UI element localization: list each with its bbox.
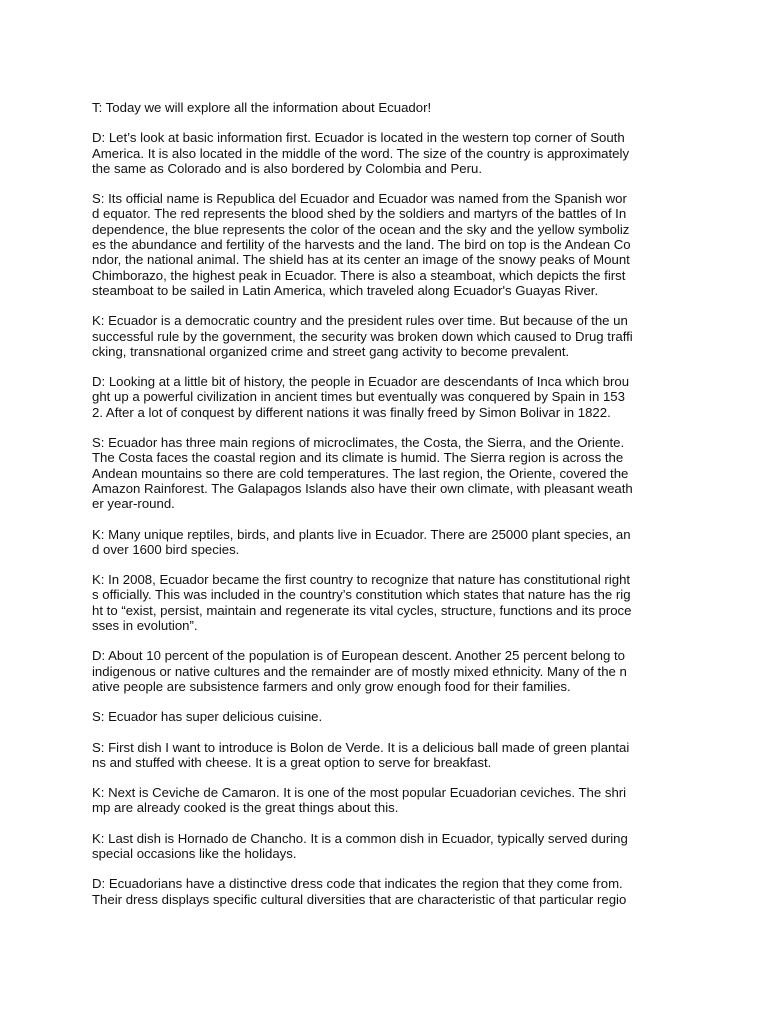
paragraph bbox=[92, 374, 692, 420]
text-line: K: Many unique reptiles, birds, and plants live in Ecuador. There are 25000 plant species, an bbox=[92, 526, 631, 542]
text-line: es the abundance and fertility of the harvests and the land. The bird on top is the Andean Co bbox=[92, 237, 631, 253]
text-line: Andean mountains so there are cold temperatures. The last region, the Oriente, covered the bbox=[92, 465, 629, 481]
paragraph bbox=[92, 831, 692, 862]
text-line: special occasions like the holidays. bbox=[92, 845, 297, 861]
text-line: K: In 2008, Ecuador became the first country to recognize that nature has constitutional right bbox=[92, 572, 631, 588]
paragraph bbox=[92, 100, 692, 115]
text-line: T: Today we will explore all the information about Ecuador! bbox=[92, 100, 432, 115]
paragraph bbox=[92, 313, 692, 359]
text-line: d equator. The red represents the blood shed by the soldiers and martyrs of the battles of In bbox=[92, 206, 627, 222]
text-line: mp are already cooked is the great things about this. bbox=[92, 800, 399, 816]
text-line: D: Ecuadorians have a distinctive dress code that indicates the region that they come from. bbox=[92, 876, 623, 892]
text-line: sses in evolution”. bbox=[92, 618, 198, 634]
paragraph bbox=[92, 876, 692, 907]
document-body bbox=[92, 100, 692, 922]
paragraph bbox=[92, 709, 692, 724]
text-line: S: First dish I want to introduce is Bolon de Verde. It is a delicious ball made of green plantai bbox=[92, 739, 630, 755]
text-line: er year-round. bbox=[92, 496, 175, 512]
text-line: 2. After a lot of conquest by different nations it was finally freed by Simon Bolivar in 1822. bbox=[92, 404, 611, 420]
paragraph bbox=[92, 130, 692, 176]
text-line: K: Last dish is Hornado de Chancho. It is a common dish in Ecuador, typically served during bbox=[92, 830, 628, 846]
paragraph bbox=[92, 191, 692, 298]
paragraph bbox=[92, 740, 692, 771]
text-line: D: Let’s look at basic information first. Ecuador is located in the western top corner of South bbox=[92, 130, 625, 146]
paragraph bbox=[92, 572, 692, 633]
text-line: Amazon Rainforest. The Galapagos Islands also have their own climate, with pleasant weath bbox=[92, 480, 633, 496]
text-line: D: About 10 percent of the population is of European descent. Another 25 percent belong to bbox=[92, 648, 626, 664]
text-line: S: Ecuador has super delicious cuisine. bbox=[92, 709, 323, 725]
text-line: successful rule by the government, the security was broken down which caused to Drug traffi bbox=[92, 328, 633, 344]
paragraph bbox=[92, 435, 692, 511]
text-line: d over 1600 bird species. bbox=[92, 541, 240, 557]
text-line: s officially. This was included in the country’s constitution which states that nature has the rig bbox=[92, 587, 631, 603]
text-line: America. It is also located in the middle of the word. The size of the country is approximately bbox=[92, 145, 630, 161]
text-line: cking, transnational organized crime and street gang activity to become prevalent. bbox=[92, 343, 570, 359]
text-line: indigenous or native cultures and the remainder are of mostly mixed ethnicity. Many of the n bbox=[92, 663, 627, 679]
text-line: ative people are subsistence farmers and only grow enough food for their families. bbox=[92, 678, 571, 694]
paragraph bbox=[92, 785, 692, 816]
text-line: The Costa faces the coastal region and its climate is humid. The Sierra region is across the bbox=[92, 450, 624, 466]
paragraph bbox=[92, 648, 692, 694]
text-line: steamboat to be sailed in Latin America, which traveled along Ecuador's Guayas River. bbox=[92, 282, 599, 298]
text-line: dependence, the blue represents the color of the ocean and the sky and the yellow symboliz bbox=[92, 221, 630, 237]
text-line: Their dress displays specific cultural diversities that are characteristic of that particular regio bbox=[92, 891, 627, 907]
text-line: D: Looking at a little bit of history, the people in Ecuador are descendants of Inca which brou bbox=[92, 374, 630, 390]
text-line: K: Next is Ceviche de Camaron. It is one of the most popular Ecuadorian ceviches. The shri bbox=[92, 785, 627, 801]
text-line: K: Ecuador is a democratic country and the president rules over time. But because of the un bbox=[92, 313, 628, 329]
text-line: ndor, the national animal. The shield has at its center an image of the snowy peaks of Mount bbox=[92, 252, 630, 268]
text-line: ht to “exist, persist, maintain and regenerate its vital cycles, structure, functions and its proce bbox=[92, 602, 632, 618]
paragraph bbox=[92, 527, 692, 558]
text-line: Chimborazo, the highest peak in Ecuador. There is also a steamboat, which depicts the first bbox=[92, 267, 626, 283]
text-line: ght up a powerful civilization in ancient times but eventually was conquered by Spain in 153 bbox=[92, 389, 625, 405]
text-line: ns and stuffed with cheese. It is a great option to serve for breakfast. bbox=[92, 754, 492, 770]
text-line: S: Its official name is Republica del Ecuador and Ecuador was named from the Spanish wor bbox=[92, 191, 627, 207]
text-line: the same as Colorado and is also bordered by Colombia and Peru. bbox=[92, 160, 482, 176]
text-line: S: Ecuador has three main regions of microclimates, the Costa, the Sierra, and the Oriente. bbox=[92, 435, 625, 451]
